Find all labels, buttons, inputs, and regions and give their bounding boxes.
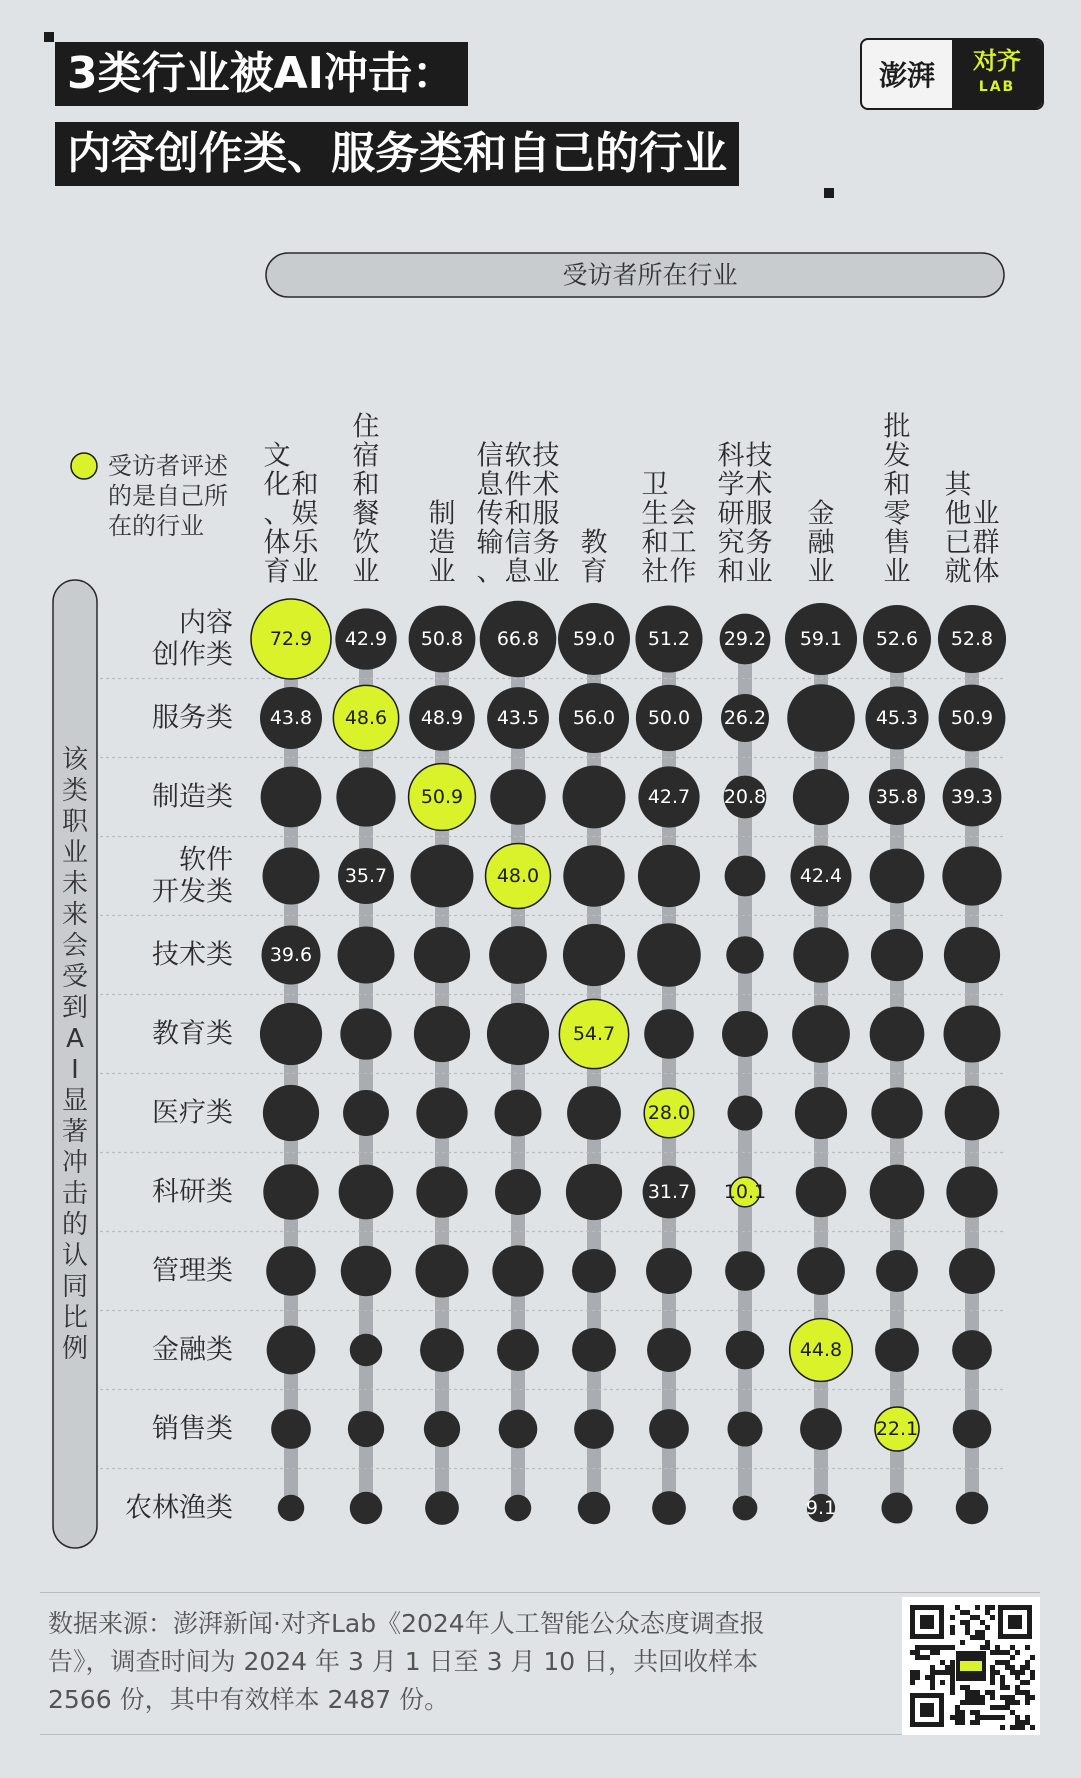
bubble-value-label: 72.9 <box>269 628 313 650</box>
bubble-value-label: 48.9 <box>420 707 464 729</box>
column-heading-char: 饮 <box>352 527 380 559</box>
bubble-value-label: 48.0 <box>496 865 540 887</box>
logo-lab-title: 对齐 <box>973 47 1021 75</box>
bubble-value-label: 54.7 <box>572 1023 616 1045</box>
column-heading-char: 已 <box>944 527 972 559</box>
column-heading-char: 术 <box>532 469 560 501</box>
bubble-教育类-7 <box>722 1011 768 1057</box>
column-heading-char: 、 <box>476 556 504 588</box>
bubble-value-label: 44.8 <box>799 1339 843 1361</box>
legend-text-line: 在的行业 <box>108 512 204 540</box>
column-heading-char: 息 <box>504 556 532 588</box>
logo-thepaper: 澎湃 <box>878 59 935 92</box>
bubble-value-label: 50.0 <box>647 707 691 729</box>
bubble-管理类-7 <box>725 1251 765 1291</box>
row-label-line: 技术类 <box>152 939 233 971</box>
row-axis-label-char: 到 <box>61 993 89 1023</box>
column-heading-char: 育 <box>263 556 291 588</box>
qr-code-icon[interactable] <box>902 1597 1040 1735</box>
column-heading-char: 业 <box>428 556 456 588</box>
bubble-医疗类-4 <box>495 1090 542 1137</box>
bubble-科研类-2 <box>339 1165 394 1220</box>
column-heading-char: 信 <box>504 527 532 559</box>
bubble-销售类-2 <box>348 1411 384 1447</box>
bubble-技术类-7 <box>726 936 763 973</box>
bubble-软件开发类-1 <box>263 848 320 905</box>
column-heading-char: 制 <box>428 498 456 530</box>
bubble-销售类-6 <box>649 1409 689 1449</box>
bubble-value-label: 31.7 <box>647 1181 691 1203</box>
column-heading-char: 务 <box>745 527 773 559</box>
bubble-value-label: 9.1 <box>805 1497 837 1519</box>
row-axis-label-char: A <box>66 1024 84 1054</box>
bubble-医疗类-7 <box>727 1095 762 1130</box>
bubble-科研类-3 <box>416 1166 467 1217</box>
column-heading-char: 和 <box>717 556 745 588</box>
column-heading-char: 就 <box>944 556 972 588</box>
column-heading-char: 作 <box>669 556 697 588</box>
column-heading-char: 造 <box>428 527 456 559</box>
row-label-line: 医疗类 <box>152 1097 233 1129</box>
column-heading-char: 金 <box>807 498 835 530</box>
bubble-value-label: 48.6 <box>344 707 388 729</box>
column-heading-char: 信 <box>476 440 504 472</box>
column-heading-char: 术 <box>745 469 773 501</box>
bubble-value-label: 28.0 <box>647 1102 691 1124</box>
bubble-金融类-3 <box>420 1328 464 1372</box>
bubble-value-label: 52.6 <box>875 628 919 650</box>
title-line-2: 内容创作类、服务类和自己的行业 <box>55 122 739 186</box>
bubble-管理类-10 <box>949 1248 995 1294</box>
bubble-金融类-4 <box>497 1329 539 1371</box>
column-heading-char: 乐 <box>291 527 319 559</box>
column-heading-char: 社 <box>641 556 669 588</box>
bubble-教育类-4 <box>487 1003 549 1065</box>
column-heading-char: 娱 <box>291 498 319 530</box>
column-heading-char: 业 <box>291 556 319 588</box>
row-axis-label-char: 类 <box>61 776 89 806</box>
bubble-value-label: 42.4 <box>799 865 843 887</box>
bubble-技术类-2 <box>338 927 395 984</box>
bubble-管理类-4 <box>492 1245 543 1296</box>
source-note <box>48 1605 868 1719</box>
row-label-line: 服务类 <box>152 702 233 734</box>
row-axis-label-char: 显 <box>61 1086 89 1116</box>
bubble-管理类-8 <box>797 1247 845 1295</box>
bubble-value-label: 42.7 <box>647 786 691 808</box>
row-axis-label-char: 该 <box>61 745 89 775</box>
column-heading-char: 业 <box>883 556 911 588</box>
column-heading-char: 餐 <box>352 498 380 530</box>
row-label-line: 软件 <box>179 844 233 876</box>
bubble-value-label: 22.1 <box>875 1418 919 1440</box>
row-axis-label-char: 受 <box>61 962 89 992</box>
column-track-7 <box>738 639 752 1520</box>
column-heading-char: 卫 <box>641 469 669 501</box>
bubble-农林渔类-9 <box>881 1492 912 1523</box>
row-axis-label-char: I <box>71 1055 79 1085</box>
bubble-农林渔类-3 <box>425 1491 459 1525</box>
bubble-value-label: 51.2 <box>647 628 691 650</box>
bubble-制造类-1 <box>261 767 322 828</box>
bubble-医疗类-8 <box>795 1087 847 1139</box>
column-heading-char: 服 <box>745 498 773 530</box>
bubble-销售类-3 <box>424 1411 460 1447</box>
column-heading-char: 和 <box>352 469 380 501</box>
column-heading-char: 研 <box>717 498 745 530</box>
bubble-服务类-8 <box>787 684 855 752</box>
column-heading-char: 文 <box>263 440 291 472</box>
logo-lab-sub: LAB <box>978 79 1016 95</box>
row-axis-label-char: 冲 <box>61 1148 89 1178</box>
bubble-软件开发类-7 <box>725 856 766 897</box>
bubble-value-label: 56.0 <box>572 707 616 729</box>
bubble-value-label: 35.7 <box>344 865 388 887</box>
bubble-value-label: 43.8 <box>269 707 313 729</box>
bubble-金融类-10 <box>952 1330 992 1370</box>
column-heading-char: 其 <box>944 469 972 501</box>
column-heading-char: 学 <box>717 469 745 501</box>
column-heading-char: 业 <box>532 556 560 588</box>
bubble-制造类-2 <box>336 767 395 826</box>
column-heading-char: 宿 <box>352 440 380 472</box>
bubble-医疗类-10 <box>945 1086 1000 1141</box>
bubble-农林渔类-5 <box>578 1492 610 1524</box>
bubble-管理类-2 <box>341 1246 391 1296</box>
bubble-技术类-9 <box>871 929 923 981</box>
bubble-value-label: 43.5 <box>496 707 540 729</box>
bubble-教育类-6 <box>644 1009 694 1059</box>
bubble-value-label: 39.6 <box>269 944 313 966</box>
bubble-教育类-8 <box>792 1005 850 1063</box>
bubble-技术类-10 <box>944 927 1000 983</box>
column-heading-char: 育 <box>580 556 608 588</box>
bubble-销售类-1 <box>271 1409 311 1449</box>
bubble-教育类-10 <box>944 1006 1001 1063</box>
column-heading-char: 体 <box>972 556 1000 588</box>
legend-text-line: 受访者评述 <box>108 452 228 480</box>
title-line-1: 3类行业被AI冲击： <box>55 42 468 106</box>
bubble-教育类-2 <box>340 1008 391 1059</box>
bubble-制造类-8 <box>793 769 849 825</box>
bubble-科研类-5 <box>566 1164 622 1220</box>
column-heading-char: 输 <box>476 527 504 559</box>
row-label-line: 制造类 <box>152 781 233 813</box>
column-heading-char: 会 <box>669 498 697 530</box>
bubble-value-label: 29.2 <box>723 628 767 650</box>
bubble-value-label: 52.8 <box>950 628 994 650</box>
row-axis-label-char: 的 <box>61 1210 89 1240</box>
bubble-销售类-5 <box>574 1409 614 1449</box>
column-heading-char: 技 <box>745 440 773 472</box>
row-axis-label-char: 认 <box>61 1241 89 1271</box>
bubble-软件开发类-3 <box>411 845 474 908</box>
bubble-农林渔类-10 <box>956 1492 988 1524</box>
column-heading-char: 发 <box>883 440 911 472</box>
row-label-line: 管理类 <box>152 1255 233 1287</box>
bubble-科研类-10 <box>946 1166 997 1217</box>
column-heading-char: 件 <box>504 469 532 501</box>
column-heading-char: 和 <box>641 527 669 559</box>
column-heading-char: 工 <box>669 527 697 559</box>
column-heading-char: 业 <box>807 556 835 588</box>
bubble-管理类-5 <box>572 1249 616 1293</box>
bubble-制造类-4 <box>490 769 545 824</box>
row-axis-label-char: 未 <box>61 869 89 899</box>
bubble-value-label: 66.8 <box>496 628 540 650</box>
bubble-销售类-8 <box>800 1408 842 1450</box>
bubble-医疗类-1 <box>263 1085 319 1141</box>
bubble-value-label: 50.9 <box>950 707 994 729</box>
column-heading-char: 息 <box>476 469 504 501</box>
bubble-医疗类-5 <box>567 1086 621 1140</box>
column-heading-char: 批 <box>883 411 911 443</box>
column-heading-char: 究 <box>717 527 745 559</box>
bubble-销售类-4 <box>499 1410 538 1449</box>
column-heading-char: 化 <box>263 469 291 501</box>
row-axis-label-char: 例 <box>61 1334 89 1364</box>
bubble-软件开发类-6 <box>638 845 700 907</box>
bubble-金融类-5 <box>572 1328 616 1372</box>
row-axis-label-char: 会 <box>61 931 89 961</box>
bubble-制造类-5 <box>563 766 626 829</box>
column-heading-char: 售 <box>883 527 911 559</box>
source-note-line-1: 数据来源：澎湃新闻·对齐Lab《2024年人工智能公众态度调查报 <box>48 1609 765 1638</box>
column-heading-char: 业 <box>972 498 1000 530</box>
bubble-农林渔类-4 <box>505 1495 532 1522</box>
bubble-技术类-5 <box>563 924 625 986</box>
row-label-line: 销售类 <box>152 1413 233 1445</box>
row-label-line: 教育类 <box>152 1018 233 1050</box>
row-label-line: 开发类 <box>152 876 233 908</box>
row-label-line: 金融类 <box>152 1334 233 1366</box>
row-axis-label-char: 职 <box>61 807 89 837</box>
column-heading-char: 生 <box>641 498 669 530</box>
column-heading-char: 业 <box>745 556 773 588</box>
bubble-管理类-1 <box>266 1246 316 1296</box>
legend-text-line: 的是自己所 <box>108 482 228 510</box>
bubble-value-label: 50.9 <box>420 786 464 808</box>
bubble-value-label: 42.9 <box>344 628 388 650</box>
legend-swatch <box>71 453 97 479</box>
bubble-value-label: 20.8 <box>723 786 767 808</box>
bubble-销售类-7 <box>727 1411 762 1446</box>
bubble-技术类-3 <box>414 927 470 983</box>
bubble-教育类-9 <box>870 1007 925 1062</box>
bubble-科研类-8 <box>796 1167 846 1217</box>
row-axis-label-char: 同 <box>61 1272 89 1302</box>
row-label-line: 创作类 <box>152 639 233 671</box>
bubble-金融类-6 <box>647 1328 691 1372</box>
bubble-农林渔类-7 <box>733 1496 758 1521</box>
bubble-技术类-8 <box>793 927 848 982</box>
bubble-管理类-3 <box>415 1244 468 1297</box>
bubble-金融类-2 <box>350 1334 382 1366</box>
bubble-技术类-4 <box>489 926 547 984</box>
bubble-金融类-1 <box>267 1326 316 1375</box>
row-axis-label-char: 来 <box>61 900 89 930</box>
bubble-value-label: 39.3 <box>950 786 994 808</box>
column-heading-char: 传 <box>476 498 504 530</box>
bubble-医疗类-2 <box>343 1090 389 1136</box>
column-heading-char: 体 <box>263 527 291 559</box>
bubble-value-label: 35.8 <box>875 786 919 808</box>
column-group-label: 受访者所在行业 <box>562 260 738 290</box>
column-heading-char: 和 <box>291 469 319 501</box>
bubble-医疗类-9 <box>871 1087 922 1138</box>
row-label-line: 内容 <box>179 607 233 639</box>
row-axis-label-char: 比 <box>61 1303 89 1333</box>
bubble-value-label: 50.8 <box>420 628 464 650</box>
footer-divider-top <box>40 1592 1040 1593</box>
bubble-value-label: 26.2 <box>723 707 767 729</box>
source-note-line-2: 告》，调查时间为 2024 年 3 月 1 日至 3 月 10 日，共回收样本 <box>48 1647 759 1676</box>
bubble-管理类-9 <box>876 1250 918 1292</box>
bubble-value-label: 45.3 <box>875 707 919 729</box>
column-heading-char: 和 <box>504 498 532 530</box>
column-heading-char: 服 <box>532 498 560 530</box>
bubble-销售类-10 <box>953 1410 992 1449</box>
bubble-教育类-3 <box>414 1006 470 1062</box>
column-heading-char: 群 <box>972 527 1000 559</box>
row-label-line: 科研类 <box>152 1176 233 1208</box>
bubble-金融类-7 <box>726 1331 765 1370</box>
bubble-科研类-1 <box>263 1164 318 1219</box>
row-label-line: 农林渔类 <box>125 1492 233 1524</box>
bubble-value-label: 59.0 <box>572 628 616 650</box>
column-heading-char: 务 <box>532 527 560 559</box>
bubble-value-label: 10.1 <box>723 1181 767 1203</box>
column-heading-char: 业 <box>352 556 380 588</box>
column-heading-char: 和 <box>883 469 911 501</box>
column-heading-char: 融 <box>807 527 835 559</box>
column-heading-char: 他 <box>944 498 972 530</box>
bubble-科研类-4 <box>495 1169 541 1215</box>
bubble-软件开发类-5 <box>563 845 624 906</box>
bubble-管理类-6 <box>646 1248 692 1294</box>
footer-divider-bottom <box>40 1734 1040 1735</box>
row-axis-label-char: 击 <box>61 1179 89 1209</box>
bubble-软件开发类-9 <box>870 849 925 904</box>
bubble-教育类-1 <box>260 1003 322 1065</box>
bubble-科研类-9 <box>870 1165 925 1220</box>
column-heading-char: 科 <box>717 440 745 472</box>
bubble-软件开发类-10 <box>942 846 1001 905</box>
bubble-value-label: 59.1 <box>799 628 843 650</box>
row-axis-label-char: 业 <box>61 838 89 868</box>
column-heading-char: 住 <box>352 411 380 443</box>
bubble-金融类-9 <box>875 1328 919 1372</box>
row-axis-label-char: 著 <box>61 1117 89 1147</box>
column-heading-char: 教 <box>580 527 608 559</box>
column-heading-char: 软 <box>504 440 532 472</box>
bubble-农林渔类-6 <box>652 1491 686 1525</box>
column-heading-char: 零 <box>883 498 911 530</box>
bubble-技术类-6 <box>637 923 701 987</box>
bubble-农林渔类-2 <box>350 1492 382 1524</box>
column-heading-char: 技 <box>532 440 560 472</box>
bubble-医疗类-3 <box>416 1087 467 1138</box>
bubble-农林渔类-1 <box>278 1495 305 1522</box>
source-note-line-3: 2566 份，其中有效样本 2487 份。 <box>48 1685 450 1714</box>
column-heading-char: 、 <box>263 498 291 530</box>
